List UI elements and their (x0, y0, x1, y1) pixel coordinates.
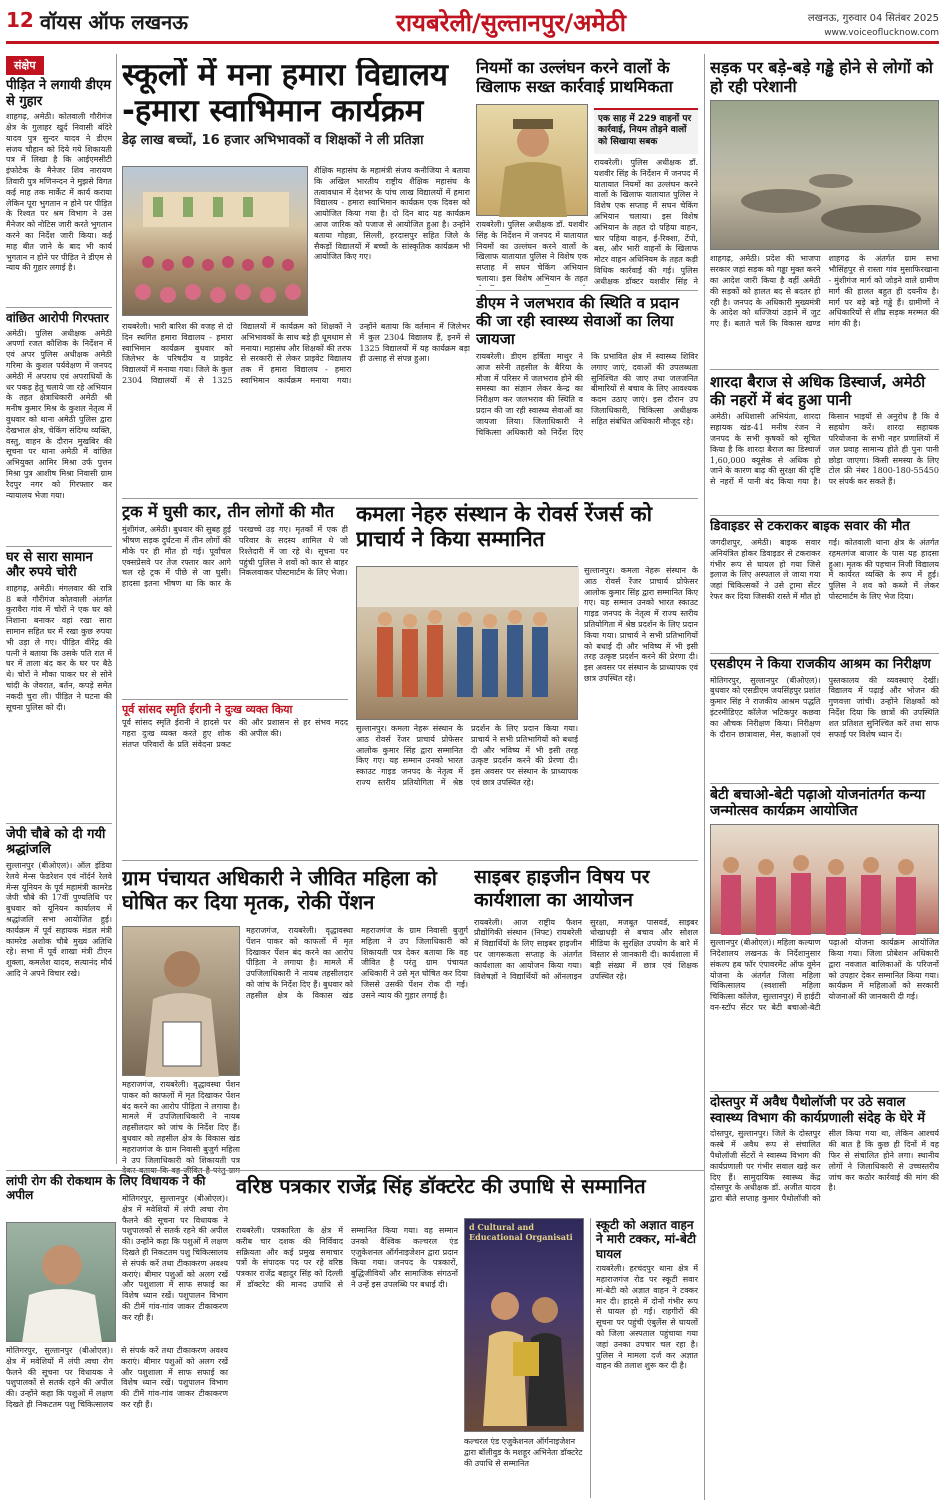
brief-headline[interactable]: जेपी चौबे को दी गयी श्रद्धांजलि (6, 826, 106, 858)
mla-illustration (7, 1223, 117, 1343)
pathology-text: दोस्तपुर, सुल्तानपुर। जिले के दोस्तपुर कस्बे में अवैध रूप से संचालित पैथोलॉजी सेंटरों ने स्वास्थ्य विभाग की कार्यप्रणाली पर गंभीर सवाल खड़े कर दिए हैं। सामुदायिक स्वास्थ्य केंद्र दोस्तपुर के अधीक्षक डॉ. अजीत यादव द्वारा बीते सप्ताह कुमार पैथोलॉजी को सील किया गया था, लेकिन आश्चर्य की बात है कि कुछ ही दिनों में वह फिर से संचालित होने लगा। स्थानीय लोगों ने जिलाधिकारी से उच्चस्तरीय जांच कर कठोर कार्रवाई की मांग की है। (710, 1129, 939, 1204)
bike-story (710, 519, 939, 650)
sdm-text: मोतिगरपुर, सुल्तानपुर (बीओएल)। बुधवार को एसडीएम जयसिंहपुर प्रशांत कुमार सिंह ने राजकीय आश्रम पद्धति इंटरमीडिएट कॉलेज भटिकपुर कछवा का औचक निरीक्षण किया। निरीक्षण के दौरान छात्रावास, मेस, कक्षाओं एवं पुस्तकालय की व्यवस्थाएं देखीं। विद्यालय में पढ़ाई और भोजन की गुणवत्ता जांची। उन्होंने शिक्षकों को निर्देश दिया कि छात्रों की उपस्थिति शत प्रतिशत सुनिश्चित करें तथा साफ सफाई पर विशेष ध्यान दें। (710, 675, 939, 739)
truck-headline[interactable]: ट्रक में घुसी कार, तीन लोगों की मौत (122, 502, 334, 521)
group-illustration (357, 567, 579, 721)
truck-box-text: पूर्व सांसद स्मृति ईरानी ने हादसे पर गहरा दुःख व्यक्त करते हुए शोक संतप्त परिवारों के प्रति संवेदना प्रकट की और प्रशासन से हर संभव मदद की अपील की। (122, 718, 348, 749)
dateline: लखनऊ, गुरुवार 04 सितंबर 2025 (807, 13, 939, 24)
beti-text: सुल्तानपुर (बीओएल)। महिला कल्याण निदेशालय लखनऊ के निर्देशानुसार संकल्प हब फॉर एंपावरमेंट ऑफ वूमेन योजना के अंतर्गत जिला महिला चिकित्सालय (स्वशासी महिला चिकित्सा कॉलेज, सुल्तानपुर) में हाईटी वन-स्टॉप सेंटर पर बेटी बचाओ-बेटी पढ़ाओ योजना कार्यक्रम आयोजित किया गया। जिला प्रोबेशन अधिकारी द्वारा नवजात बालिकाओं के परिजनों को उपहार देकर सम्मानित किया गया। कार्यक्रम में महिलाओं को सरकारी योजनाओं की जानकारी दी गई। (710, 938, 939, 1012)
truck-text: मुंशीगंज, अमेठी। बुधवार की सुबह हुई भीषण सड़क दुर्घटना में तीन लोगों की मौके पर ही मौत हो गई। पूर्वांचल एक्सप्रेसवे पर तेज रफ्तार कार आगे चल रहे ट्रक में पीछे से जा घुसी। हादसा इतना भीषण था कि कार के परखच्चे उड़ गए। मृतकों में एक ही परिवार के सदस्य शामिल थे जो रिश्तेदारी में जा रहे थे। सूचना पर पहुंची पुलिस ने शवों को कार से बाहर निकलवाकर पोस्टमार्टम के लिए भेजा। (122, 525, 348, 589)
website[interactable]: www.voiceoflucknow.com (824, 28, 939, 38)
road-photo (710, 100, 939, 250)
potholes-illustration (711, 101, 939, 251)
cyber-text: रायबरेली। आज राष्ट्रीय फैशन प्रौद्योगिकी संस्थान (निफ्ट) रायबरेली में विद्यार्थियों के लिए साइबर हाइजीन पर जागरूकता सप्ताह के अंतर्गत कार्यशाला का आयोजन किया गया। विशेषज्ञों ने विद्यार्थियों को ऑनलाइन सुरक्षा, मजबूत पासवर्ड, साइबर धोखाधड़ी से बचाव और सोशल मीडिया के सुरक्षित उपयोग के बारे में विस्तार से जानकारी दी। कार्यशाला में बड़ी संख्या में छात्र एवं शिक्षक उपस्थित रहे। (474, 917, 698, 981)
journalist-photo (464, 1218, 584, 1432)
pathology-story (710, 1095, 939, 1249)
brief-text: शाहगढ़, अमेठी। कोतवाली गौरीगंज क्षेत्र के गुलाहर खुर्द निवासी बंदिरे यादव पुत्र सुन्दर यादव ने डीएम संजय चौहान को दिये गये शिकायती पत्र में लिखा है कि आईएमसीटी इंफोटेक के मैनेजर शिव नारायण तिवारी पुत्र मणिनन्दन ने मुझसे विगत कई माह तक मार्केट में कार्य कराया लेकिन पूरा भुगतान न होने पर पीड़ित के रिश्वत पर श्रम विभाग ने उस मैनेजर को नोटिस जारी करते भुगतान करने का निर्देश जारी किया। कई माह बीत जाने के बाद भी कार्य भुगतान न होने पर पीड़ित ने डीएम से न्याय की गुहार लगाई है। (6, 112, 112, 273)
truck-box (122, 699, 348, 838)
journalist-headline[interactable]: वरिष्ठ पत्रकार राजेंद्र सिंह डॉक्टरेट की उपाधि से सम्मानित (236, 1174, 646, 1198)
brief-text: सुल्तानपुर (बीओएल)। ऑल इंडिया रेलवे मेन्स फेडरेशन एवं नॉर्दर्न रेलवे मेन्स यूनियन के पूर्व महामंत्री कामरेड जेपी चौबे की 17वीं पुण्यतिथि पर बुधवार को यूनियन कार्यालय में श्रद्धांजलि सभा आयोजित हुई। कार्यक्रम में पूर्व सहायक मंडल मंत्री कामरेड अशोक चौबे मुख्य अतिथि रहे। सभा में पूर्व शाखा मंत्री टीएन शुक्ला, कमलेश यादव, सत्यानंद मौर्य आदि ने अपने विचार रखे। (6, 860, 112, 978)
lampi-text-side: मोतिगरपुर, सुल्तानपुर (बीओएल)। क्षेत्र में मवेशियों में लंपी त्वचा रोग फैलने की सूचना पर विधायक ने पशुपालकों से सतर्क रहने की अपील की। उन्होंने कहा कि पशुओं में लक्षण दिखते ही निकटतम पशु चिकित्सालय से संपर्क करें तथा टीकाकरण अवश्य कराएं। बीमार पशुओं को अलग रखें और पशुशाला में साफ सफाई का विशेष ध्यान रखें। पशुपालन विभाग की टीमें गांव-गांव जाकर टीकाकरण कर रही हैं। (122, 1194, 228, 1322)
traffic-headline[interactable]: नियमों का उल्लंघन करने वालों के खिलाफ सख्त कार्रवाई प्राथमिकता (476, 58, 673, 97)
divider (710, 783, 939, 784)
masthead (6, 4, 939, 44)
sharda-story (710, 373, 939, 512)
sdm-headline[interactable]: एसडीएम ने किया राजकीय आश्रम का निरीक्षण (710, 656, 931, 672)
officer-illustration (477, 105, 589, 217)
divider (704, 54, 705, 1500)
brief-headline[interactable]: घर से सारा सामान और रुपये चोरी (6, 549, 93, 581)
woman-illustration (123, 927, 241, 1077)
lead-story (122, 58, 470, 494)
award-illustration (465, 1246, 585, 1426)
divider (116, 54, 117, 1164)
beti-headline[interactable]: बेटी बचाओ-बेटी पढ़ाओ योजनांतर्गत कन्या जन्मोत्सव कार्यक्रम आयोजित (710, 786, 926, 820)
kamla-headline[interactable]: कमला नेहरु संस्थान के रोवर्स रेंजर्स को प्राचार्य ने किया सम्मानित (356, 502, 653, 552)
brief-item (6, 550, 112, 820)
brief-column (6, 54, 112, 1162)
lampi-text: मोतिगरपुर, सुल्तानपुर (बीओएल)। क्षेत्र में मवेशियों में लंपी त्वचा रोग फैलने की सूचना पर विधायक ने पशुपालकों से सतर्क रहने की अपील की। उन्होंने कहा कि पशुओं में लक्षण दिखते ही निकटतम पशु चिकित्सालय से संपर्क करें तथा टीकाकरण अवश्य कराएं। बीमार पशुओं को अलग रखें और पशुशाला में साफ सफाई का विशेष ध्यान रखें। पशुपालन विभाग की टीमें गांव-गांव जाकर टीकाकरण कर रही हैं। (6, 1346, 228, 1409)
lead-subhead: डेढ़ लाख बच्चों, 16 हजार अभिभावकों व शिक्षकों ने ली प्रतिज्ञा (122, 133, 424, 149)
lampi-headline[interactable]: लांपी रोग की रोकथाम के लिए विधायक ने की अपील (6, 1174, 206, 1203)
beti-story (710, 787, 939, 1089)
lead-text-top: शैक्षिक महासंघ के महामंत्री संजय कनौजिया ने बताया कि अखिल भारतीय राष्ट्रीय शैक्षिक महासंघ के तत्वावधान में देशभर के पांच लाख विद्यालयों में हमारा विद्यालय - हमारा स्वाभिमान कार्यक्रम एक दिवस को आयोजित किया गया है। दो दिन बाद यह कार्यक्रम आज जारिक को पजाज से आयोजित हुआ है। उन्होंने बताया गोहन्ना, सिल्ली, हरदासपुर सहित जिले के सैकड़ों विद्यालयों में बच्चों के सांस्कृतिक कार्यक्रम भी आयोजित किए गए। (314, 166, 470, 262)
sdm-story (710, 657, 939, 780)
cyber-headline[interactable]: साइबर हाइजीन विषय पर कार्यशाला का आयोजन (474, 866, 650, 911)
truck-box-head: पूर्व सांसद स्मृति ईरानी ने दुःख व्यक्त किया (122, 703, 293, 717)
accident-text: रायबरेली। हरचंदपुर थाना क्षेत्र में महाराजगंज रोड पर स्कूटी सवार मां-बेटी को अज्ञात वाहन ने टक्कर मार दी। हादसे में दोनों गंभीर रूप से घायल हो गईं। राहगीरों की सूचना पर पहुंची एंबुलेंस से घायलों को जिला अस्पताल पहुंचाया गया जहां उनका उपचार चल रहा है। पुलिस ने मामला दर्ज कर अज्ञात वाहन की तलाश शुरू कर दी है। (596, 1264, 698, 1371)
kamla-photo (356, 566, 578, 720)
traffic-story (476, 58, 698, 286)
paper-name: वॉयस ऑफ लखनऊ (40, 10, 188, 34)
divider (710, 515, 939, 516)
lead-photo (122, 166, 308, 316)
brief-text: अमेठी। पुलिस अधीक्षक अमेठी अपर्णा रजत कौशिक के निर्देशन में एवं अपर पुलिस अधीक्षक अमेठी गरिमा के कुशल पर्यवेक्षण में जनपद अमेठी में अपराध एवं अपराधियों के धर पकड़ हेतु चलाये जा रहे अभियान के तहत क्षेत्राधिकारी अमेठी श्री मनीष कुमार मिश्र के कुशल नेतृत्व में वुधवार को थाना अमेठी पुलिस द्वारा देखभाल क्षेत्र, चेकिंग संदिग्ध व्यक्ति, वस्तु, वाहन के दौरान मुखबिर की सूचना पर थाना अमेठी में वांछित अभियुक्त आमिर मिश्रा उर्फ पुत्तन मिश्रा पुत्र आशीष मिश्रा निवासी ग्राम रैदपुर नगर को गिरफ्तार कर न्यायालय भेजा गया। (6, 328, 112, 500)
road-text: शाहगढ़, अमेठी। प्रदेश की भाजपा सरकार जहां सड़क को गड्ढा मुक्त करने का आदेश जारी किया है वहीं अमेठी की सड़कों को हालत बद से बदतर हो रही है। जनपद के अधिकारी मुख्यमंत्री के आदेश को धज्जियां उड़ाने में जुट गए हैं। बताते चलें कि विकास खण्ड शाहगढ़ के अंतर्गत ग्राम सभा भौसिंहपुर से रास्ता गांव मुसाफिरखाना - मुंशीगंज मार्ग को जोड़ने वाले ग्रामीण मार्ग की हालत बहुत ही दयनीय है। मार्ग पर बड़े बड़े गड्ढे हैं। ग्रामीणों ने अधिकारियों से शीघ्र सड़क मरम्मत की मांग की है। (710, 254, 939, 329)
pension-story (122, 866, 468, 1176)
flood-text: रायबरेली। डीएम हर्षिता माथुर ने आज सरेनी तहसील के बैरिया के मौजा में परिसर में जलभराव होने की समस्या का संज्ञान लेकर केन्द्र का निरीक्षण कर जलभराव की स्थिति व प्रदान की जा रही स्वास्थ्य सेवाओं का जायजा लिया। जिलाधिकारी ने चिकित्सा अधिकारी को निर्देश दिए कि प्रभावित क्षेत्र में स्वास्थ्य शिविर लगाए जाएं, दवाओं की उपलब्धता सुनिश्चित की जाए तथा जलजनित बीमारियों से बचाव के लिए आवश्यक कदम उठाए जाएं। इस दौरान उप जिलाधिकारी, चिकित्सा अधीक्षक सहित संबंधित अधिकारी मौजूद रहे। (476, 352, 698, 437)
kamla-story (356, 502, 698, 856)
pathology-headline[interactable]: दोस्तपुर में अवैध पैथोलॉजी पर उठे सवाल स्वास्थ्य विभाग की कार्यप्रणाली संदेह के घेरे में (710, 1095, 926, 1126)
sharda-headline[interactable]: शारदा बैराज से अधिक डिस्चार्ज, अमेठी की नहरों में बंद हुआ पानी (710, 373, 926, 410)
brief-item (6, 78, 112, 304)
lampi-story (6, 1174, 228, 1498)
brief-item (6, 827, 112, 1111)
children-illustration (123, 167, 309, 317)
pension-text-side: महराजगंज, रायबरेली। वृद्धावस्था पेंशन पाकर को काफलों में मृत दिखाकर पेंशन बंद करने का आरोप पीड़िता ने लगाया है। मामले में उपजिलाधिकारी ने नायब तहसीलदार को जांच के निर्देश दिए हैं। बुधवार को तहसील क्षेत्र के विकास खंड महराजगंज के ग्राम निवासी बुजुर्ग महिला ने उप जिलाधिकारी को शिकायती पत्र (122, 1080, 240, 1165)
kamla-text-side: सुल्तानपुर। कमला नेहरू संस्थान के आठ रोवर्स रेंजर प्राचार्य प्रोफेसर आलोक कुमार सिंह द्वारा सम्मानित किए गए। यह सम्मान उनको भारत स्काउट गाइड जनपद के नेतृत्व में राज्य स्तरीय प्रतियोगिता में श्रेष्ठ प्रदर्शन के लिए प्रदान किया गया। प्राचार्य ने सभी प्रतिभागियों को बधाई दी और भविष्य में भी इसी तरह उत्कृष्ट प्रदर्शन करने की प्रेरणा दी। इस अवसर पर संस्थान के प्राध्यापक एवं छात्र उपस्थित रहे। (584, 566, 698, 683)
divider (6, 546, 112, 547)
lampi-photo (6, 1222, 116, 1342)
brief-item (6, 311, 112, 542)
pension-text: महराजगंज, रायबरेली। वृद्धावस्था पेंशन पाकर को काफलों में मृत दिखाकर पेंशन बंद करने का आरोप पीड़िता ने लगाया है। मामले में उपजिलाधिकारी ने नायब तहसीलदार को जांच के निर्देश दिए हैं। बुधवार को तहसील क्षेत्र के विकास खंड महराजगंज के ग्राम निवासी बुजुर्ग महिला ने उप जिलाधिकारी को शिकायती पत्र देकर बताया कि वह जीवित है परंतु ग्राम पंचायत अधिकारी ने उसे मृत घोषित कर दिया जिससे उसकी पेंशन रोक दी गई। उसने न्याय की गुहार लगाई है। (246, 926, 468, 1000)
photo-banner: d Cultural and Educational Organisati (469, 1222, 573, 1242)
accident-headline[interactable]: स्कूटी को अज्ञात वाहन ने मारी टक्कर, मां-बेटी घायल (596, 1218, 697, 1261)
road-story (710, 58, 939, 366)
flood-story (476, 294, 698, 494)
right-column (710, 58, 939, 1498)
cyber-story (474, 866, 698, 1176)
lead-headline[interactable]: स्कूलों में मना हमारा विद्यालय -हमारा स्वाभिमान कार्यक्रम (122, 58, 448, 129)
lead-text: रायबरेली। भारी बारिश की वजह से दो दिन स्थगित हमारा विद्यालय - हमारा स्वाभिमान कार्यक्रम बुधवार को जिलेभर के परिषदीय व प्राइवेट विद्यालयों में मनाया गया। जिले के कुल 2304 विद्यालयों में से 1325 विद्यालयों में कार्यक्रम को शिक्षकों ने अभिभावकों के साथ बड़े ही धूमधाम से मनाया। महासंघ और शिक्षकों की तरफ से सरकारी से लेकर प्राइवेट विद्यालय तक में हमारा विद्यालय - हमारा स्वाभिमान कार्यक्रम मनाया गया। उन्होंने बताया कि वर्तमान में जिलेभर में कुल 2304 विद्यालय हैं, इनमें से 1325 विद्यालयों में यह कार्यक्रम बड़ा ही उत्साह से संपन्न हुआ। (122, 322, 470, 385)
pension-photo (122, 926, 240, 1076)
brief-headline[interactable]: पीड़ित ने लगायी डीएम से गुहार (6, 78, 111, 109)
section-title: रायबरेली/सुल्तानपुर/अमेठी (396, 9, 626, 37)
road-headline[interactable]: सड़क पर बड़े-बड़े गड्ढे होने से लोगों को हो रही परेशानी (710, 58, 933, 97)
divider (6, 823, 112, 824)
sharda-text: अमेठी। अधिशासी अभियंता, शारदा सहायक खंड-41 मनीष रंजन ने जनपद के सभी कृषकों को सूचित किया है कि शारदा बैराज का डिस्चार्ज 1,60,000 क्यूसेक से अधिक हो जाने के कारण बाढ़ की सुरक्षा की दृष्टि से नहरों में पानी बंद किया गया है। किसान भाइयों से अनुरोध है कि वे सहयोग करें। शारदा सहायक परियोजना के सभी नहर प्रणालियों में जल प्रवाह सामान्य होते ही पुनः पानी छोड़ा जाएगा। किसी समस्या के लिए टोल फ्री नंबर 1800-180-55450 पर संपर्क कर सकते हैं। (710, 412, 939, 487)
divider (710, 653, 939, 654)
brief-headline[interactable]: वांछित आरोपी गिरफ्तार (6, 311, 109, 326)
bike-headline[interactable]: डिवाइडर से टकराकर बाइक सवार की मौत (710, 519, 910, 535)
accident-story (590, 1218, 698, 1498)
divider (122, 860, 698, 861)
divider (6, 1170, 704, 1171)
brief-tag: संक्षेप (6, 56, 44, 75)
traffic-text-side: रायबरेली। पुलिस अधीक्षक डॉ. यशवीर सिंह के निर्देशन में जनपद में यातायात नियमों का उल्लंघन करने वालों के खिलाफ यातायात पुलिस ने विशेष एक सप्ताह में सघन चेकिंग अभियान चलाया। इस विशेष अभियान के तहत दो पहिया वाहन, चार पहिया वाहन, ई-रिक्शा, टेंपो, बस, और भारी वाहनों के खिलाफ मोटर वाहन अधिनियम के तहत कड़ी विधिक कार्रवाई की गई। पुलिस अधीक्षक डॉक्टर यशवीर सिंह ने (594, 158, 698, 286)
bike-text: जगदीशपुर, अमेठी। बाइक सवार अनियंत्रित होकर डिवाइडर से टकराकर गंभीर रूप से घायल हो गया जिसे इलाज के लिए अस्पताल ले जाया गया जहां चिकित्सकों ने उसे ट्रामा सेंटर रेफर कर दिया जिसकी रास्ते में मौत हो गई। कोतवाली थाना क्षेत्र के अंतर्गत रहमतगंज बाजार के पास यह हादसा हुआ। मृतक की पहचान निजी विद्यालय में कार्यरत व्यक्ति के रूप में हुई। पुलिस ने शव को कब्जे में लेकर पोस्टमार्टम के लिए भेज दिया। (710, 537, 939, 601)
kamla-text: सुल्तानपुर। कमला नेहरू संस्थान के आठ रोवर्स रेंजर प्राचार्य प्रोफेसर आलोक कुमार सिंह द्वारा सम्मानित किए गए। यह सम्मान उनको भारत स्काउट गाइड जनपद के नेतृत्व में राज्य स्तरीय प्रतियोगिता में श्रेष्ठ प्रदर्शन के लिए प्रदान किया गया। प्राचार्य ने सभी प्रतिभागियों को बधाई दी और भविष्य में भी इसी तरह उत्कृष्ट प्रदर्शन करने की प्रेरणा दी। इस अवसर पर संस्थान के प्राध्यापक एवं छात्र उपस्थित रहे। (356, 724, 578, 787)
divider (710, 1091, 939, 1092)
divider (476, 290, 698, 291)
page-number: 12 (6, 8, 34, 32)
journalist-caption: कल्चरल एंड एजुकेशनल ऑर्गनाइजेशन द्वारा बॉलीवुड के मशहूर अभिनेता डॉक्टरेट की उपाधि से सम्मानित (464, 1437, 583, 1468)
flood-headline[interactable]: डीएम ने जलभराव की स्थिति व प्रदान की जा रही स्वास्थ्य सेवाओं का लिया जायजा (476, 294, 679, 348)
truck-story (122, 502, 348, 856)
divider (710, 369, 939, 370)
journalist-story (236, 1174, 698, 1498)
divider (6, 307, 112, 308)
traffic-box: एक साह में 229 वाहनों पर कार्रवाई, नियम तोड़ने वालों को सिखाया सबक (594, 108, 698, 154)
pension-headline[interactable]: ग्राम पंचायत अधिकारी ने जीवित महिला को घोषित कर दिया मृतक, रोकी पेंशन (122, 866, 437, 914)
divider (122, 498, 698, 499)
brief-text: शाहगढ़, अमेठी। मंगलवार की रात्रि 8 बजे गौरीगंज कोतवाली अंतर्गत कुरावैरा गांव में चोरों ने एक घर को निशाना बनाकर वहां रखा सारा सामान सहित घर में रखा कुछ रुपया भी उड़ा ले गए। पीड़ित वीरेंद्र की पत्नी ने बताया कि उसके पति रात में घर में ताला बंद कर के घर पर बैठे थे। चोरों ने मौका पाकर घर से सोने चांदी के जेवरात, बर्तन, कपड़े समेत नकदी चुरा ली। पीड़ित ने घटना की सूचना पुलिस को दी। (6, 583, 112, 712)
traffic-text: रायबरेली। पुलिस अधीक्षक डॉ. यशवीर सिंह के निर्देशन में जनपद में यातायात नियमों का उल्लंघन करने वालों के खिलाफ यातायात पुलिस ने विशेष एक सप्ताह में सघन चेकिंग अभियान चलाया। इस विशेष अभियान के तहत (476, 220, 588, 283)
traffic-photo (476, 104, 588, 216)
women-group-illustration (711, 825, 939, 935)
journalist-text: रायबरेली। पत्रकारिता के क्षेत्र में करीब चार दशक की निर्विवाद सक्रियता और कई प्रमुख समाचार पत्रों के संपादक पद पर रहे वरिष्ठ पत्रकार राजेंद्र बहादुर सिंह को दिल्ली में डॉक्टरेट की मानद उपाधि से सम्मानित किया गया। वह सम्मान उनको वैश्विक कल्चरल एंड एजुकेशनल ऑर्गनाइजेशन द्वारा प्रदान किया गया। जनपद के पत्रकारों, बुद्धिजीवियों और सामाजिक संगठनों ने उन्हें इस उपलब्धि पर बधाई दी। (236, 1226, 458, 1289)
beti-photo (710, 824, 939, 934)
